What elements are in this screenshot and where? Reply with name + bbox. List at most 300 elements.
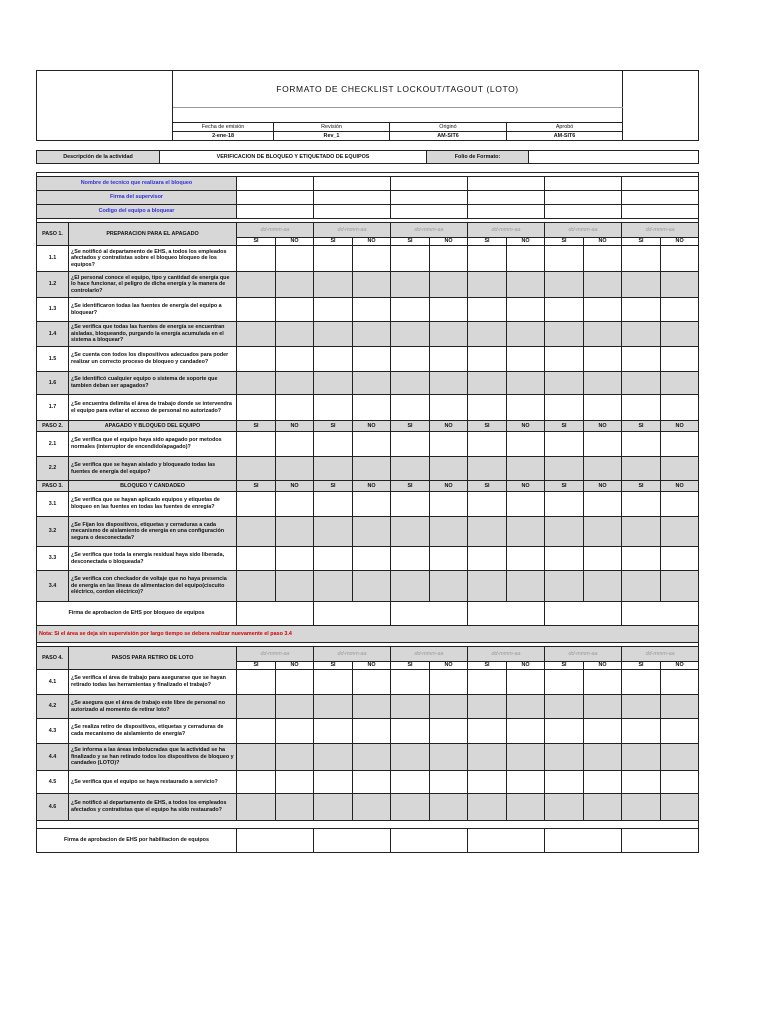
- signature-field[interactable]: [545, 602, 622, 626]
- check-cell[interactable]: [584, 517, 622, 547]
- check-cell[interactable]: [584, 457, 622, 481]
- signature-field[interactable]: [545, 829, 622, 853]
- check-cell[interactable]: [314, 670, 353, 695]
- check-cell[interactable]: [468, 670, 507, 695]
- check-cell[interactable]: [545, 298, 584, 322]
- check-cell[interactable]: [314, 547, 353, 571]
- check-cell[interactable]: [353, 457, 391, 481]
- date-field[interactable]: dd-mmm-aa: [237, 223, 314, 238]
- check-cell[interactable]: [314, 246, 353, 272]
- paso-label: PASO 3.: [37, 481, 69, 492]
- check-cell[interactable]: [468, 246, 507, 272]
- check-cell[interactable]: [391, 272, 430, 298]
- check-cell[interactable]: [468, 744, 507, 771]
- check-cell[interactable]: [353, 246, 391, 272]
- check-cell[interactable]: [391, 695, 430, 719]
- check-cell[interactable]: [353, 794, 391, 821]
- check-cell[interactable]: [622, 457, 661, 481]
- signature-field[interactable]: [314, 602, 391, 626]
- check-cell[interactable]: [468, 322, 507, 347]
- check-cell[interactable]: [237, 372, 276, 395]
- check-cell[interactable]: [276, 744, 314, 771]
- si-header: SI: [237, 481, 276, 492]
- check-cell[interactable]: [314, 571, 353, 602]
- check-cell[interactable]: [237, 571, 276, 602]
- check-cell[interactable]: [276, 272, 314, 298]
- si-header: SI: [468, 481, 507, 492]
- check-cell[interactable]: [237, 670, 276, 695]
- check-cell[interactable]: [276, 298, 314, 322]
- check-cell[interactable]: [622, 395, 661, 421]
- check-cell[interactable]: [391, 794, 430, 821]
- check-cell[interactable]: [276, 571, 314, 602]
- check-cell[interactable]: [276, 517, 314, 547]
- check-cell[interactable]: [661, 347, 699, 372]
- check-cell[interactable]: [430, 246, 468, 272]
- check-cell[interactable]: [430, 298, 468, 322]
- check-cell[interactable]: [391, 246, 430, 272]
- check-cell[interactable]: [661, 432, 699, 457]
- info-field[interactable]: [391, 205, 468, 219]
- check-cell[interactable]: [391, 457, 430, 481]
- check-cell[interactable]: [353, 547, 391, 571]
- check-cell[interactable]: [468, 571, 507, 602]
- check-cell[interactable]: [391, 395, 430, 421]
- check-cell[interactable]: [391, 372, 430, 395]
- check-cell[interactable]: [430, 719, 468, 744]
- check-cell[interactable]: [237, 547, 276, 571]
- check-cell[interactable]: [622, 771, 661, 794]
- info-field[interactable]: [314, 177, 391, 191]
- check-cell[interactable]: [507, 372, 545, 395]
- check-cell[interactable]: [622, 547, 661, 571]
- check-cell[interactable]: [622, 272, 661, 298]
- date-field[interactable]: dd-mmm-aa: [468, 647, 545, 662]
- check-cell[interactable]: [545, 492, 584, 517]
- check-cell[interactable]: [545, 432, 584, 457]
- info-field[interactable]: [468, 205, 545, 219]
- check-cell[interactable]: [661, 794, 699, 821]
- check-cell[interactable]: [276, 246, 314, 272]
- check-cell[interactable]: [237, 794, 276, 821]
- no-header: NO: [661, 662, 699, 670]
- check-cell[interactable]: [314, 298, 353, 322]
- paso-label: PASO 4.: [37, 647, 69, 670]
- check-cell[interactable]: [430, 272, 468, 298]
- si-header: SI: [622, 662, 661, 670]
- check-cell[interactable]: [353, 432, 391, 457]
- info-field[interactable]: [391, 191, 468, 205]
- check-cell[interactable]: [276, 395, 314, 421]
- check-cell[interactable]: [314, 457, 353, 481]
- check-cell[interactable]: [661, 744, 699, 771]
- check-cell[interactable]: [314, 517, 353, 547]
- check-cell[interactable]: [430, 372, 468, 395]
- check-cell[interactable]: [584, 794, 622, 821]
- check-cell[interactable]: [661, 670, 699, 695]
- check-cell[interactable]: [237, 395, 276, 421]
- check-cell[interactable]: [507, 395, 545, 421]
- check-cell[interactable]: [507, 517, 545, 547]
- check-cell[interactable]: [391, 492, 430, 517]
- check-cell[interactable]: [584, 322, 622, 347]
- item-number: 4.4: [37, 744, 69, 771]
- check-cell[interactable]: [584, 372, 622, 395]
- check-cell[interactable]: [353, 395, 391, 421]
- check-cell[interactable]: [584, 547, 622, 571]
- check-cell[interactable]: [507, 771, 545, 794]
- si-header: SI: [237, 662, 276, 670]
- check-cell[interactable]: [391, 517, 430, 547]
- check-cell[interactable]: [353, 571, 391, 602]
- check-cell[interactable]: [276, 719, 314, 744]
- check-cell[interactable]: [468, 771, 507, 794]
- check-cell[interactable]: [507, 246, 545, 272]
- check-cell[interactable]: [430, 571, 468, 602]
- check-cell[interactable]: [314, 794, 353, 821]
- date-field[interactable]: dd-mmm-aa: [314, 223, 391, 238]
- check-cell[interactable]: [468, 492, 507, 517]
- check-cell[interactable]: [276, 695, 314, 719]
- check-cell[interactable]: [584, 492, 622, 517]
- signature-field[interactable]: [468, 829, 545, 853]
- check-cell[interactable]: [430, 695, 468, 719]
- check-cell[interactable]: [237, 272, 276, 298]
- check-cell[interactable]: [468, 695, 507, 719]
- check-cell[interactable]: [314, 771, 353, 794]
- check-cell[interactable]: [622, 246, 661, 272]
- check-cell[interactable]: [584, 771, 622, 794]
- check-cell[interactable]: [584, 272, 622, 298]
- check-cell[interactable]: [468, 794, 507, 821]
- check-cell[interactable]: [661, 492, 699, 517]
- check-cell[interactable]: [237, 457, 276, 481]
- check-cell[interactable]: [622, 492, 661, 517]
- date-field[interactable]: dd-mmm-aa: [391, 647, 468, 662]
- check-cell[interactable]: [237, 695, 276, 719]
- check-cell[interactable]: [353, 744, 391, 771]
- si-header: SI: [391, 238, 430, 246]
- check-cell[interactable]: [507, 492, 545, 517]
- check-cell[interactable]: [545, 372, 584, 395]
- check-cell[interactable]: [661, 571, 699, 602]
- check-cell[interactable]: [622, 719, 661, 744]
- date-field[interactable]: dd-mmm-aa: [545, 223, 622, 238]
- check-cell[interactable]: [391, 719, 430, 744]
- item-question: ¿Se verifica el área de trabajo para asegurarse que se hayan retirado todas las herramientas y finalizado el trabajo?: [69, 670, 237, 695]
- signature-field[interactable]: [391, 829, 468, 853]
- check-cell[interactable]: [622, 744, 661, 771]
- check-cell[interactable]: [276, 322, 314, 347]
- check-cell[interactable]: [622, 322, 661, 347]
- signature-field[interactable]: [237, 602, 314, 626]
- folio-field[interactable]: [529, 151, 699, 164]
- check-cell[interactable]: [430, 395, 468, 421]
- check-cell[interactable]: [507, 670, 545, 695]
- no-header: NO: [507, 662, 545, 670]
- check-cell[interactable]: [430, 794, 468, 821]
- check-cell[interactable]: [507, 744, 545, 771]
- paso-label: PASO 2.: [37, 421, 69, 432]
- check-cell[interactable]: [314, 347, 353, 372]
- check-cell[interactable]: [430, 670, 468, 695]
- info-field[interactable]: [314, 191, 391, 205]
- signature-field[interactable]: [314, 829, 391, 853]
- no-header: NO: [276, 238, 314, 246]
- info-field[interactable]: [391, 177, 468, 191]
- date-field[interactable]: dd-mmm-aa: [545, 647, 622, 662]
- item-question: ¿Se verifica que todas las fuentes de energía se encuentran aisladas, bloqueando, purgando la energía acumulada en el sistema a bloquear?: [69, 322, 237, 347]
- check-cell[interactable]: [545, 246, 584, 272]
- check-cell[interactable]: [237, 298, 276, 322]
- si-header: SI: [545, 662, 584, 670]
- check-cell[interactable]: [314, 432, 353, 457]
- check-cell[interactable]: [276, 372, 314, 395]
- date-field[interactable]: dd-mmm-aa: [237, 647, 314, 662]
- check-cell[interactable]: [430, 547, 468, 571]
- checklist-sheet: [36, 70, 698, 853]
- check-cell[interactable]: [584, 670, 622, 695]
- check-cell[interactable]: [622, 695, 661, 719]
- check-cell[interactable]: [237, 322, 276, 347]
- check-cell[interactable]: [314, 719, 353, 744]
- check-cell[interactable]: [507, 432, 545, 457]
- check-cell[interactable]: [237, 517, 276, 547]
- check-cell[interactable]: [430, 492, 468, 517]
- activity-value[interactable]: VERIFICACION DE BLOQUEO Y ETIQUETADO DE EQUIPOS: [160, 151, 427, 164]
- check-cell[interactable]: [584, 298, 622, 322]
- check-cell[interactable]: [545, 771, 584, 794]
- check-cell[interactable]: [353, 298, 391, 322]
- item-number: 1.3: [37, 298, 69, 322]
- signature-field[interactable]: [237, 829, 314, 853]
- check-cell[interactable]: [353, 372, 391, 395]
- no-header: NO: [353, 238, 391, 246]
- check-cell[interactable]: [430, 517, 468, 547]
- check-cell[interactable]: [507, 571, 545, 602]
- check-cell[interactable]: [545, 517, 584, 547]
- check-cell[interactable]: [237, 492, 276, 517]
- check-cell[interactable]: [545, 670, 584, 695]
- check-cell[interactable]: [430, 322, 468, 347]
- check-cell[interactable]: [353, 670, 391, 695]
- info-field[interactable]: [545, 205, 622, 219]
- check-cell[interactable]: [314, 695, 353, 719]
- check-cell[interactable]: [507, 347, 545, 372]
- check-cell[interactable]: [468, 547, 507, 571]
- check-cell[interactable]: [391, 744, 430, 771]
- check-cell[interactable]: [661, 322, 699, 347]
- check-cell[interactable]: [661, 771, 699, 794]
- check-cell[interactable]: [507, 719, 545, 744]
- check-cell[interactable]: [661, 272, 699, 298]
- check-cell[interactable]: [237, 246, 276, 272]
- check-cell[interactable]: [507, 457, 545, 481]
- info-field[interactable]: [468, 177, 545, 191]
- check-cell[interactable]: [584, 744, 622, 771]
- check-cell[interactable]: [545, 794, 584, 821]
- check-cell[interactable]: [276, 432, 314, 457]
- check-cell[interactable]: [430, 347, 468, 372]
- check-cell[interactable]: [545, 322, 584, 347]
- signature-field[interactable]: [622, 602, 699, 626]
- check-cell[interactable]: [237, 719, 276, 744]
- check-cell[interactable]: [584, 246, 622, 272]
- check-cell[interactable]: [507, 794, 545, 821]
- check-cell[interactable]: [276, 347, 314, 372]
- check-cell[interactable]: [545, 719, 584, 744]
- info-field[interactable]: [237, 205, 314, 219]
- info-field[interactable]: [314, 205, 391, 219]
- check-cell[interactable]: [314, 744, 353, 771]
- check-cell[interactable]: [584, 432, 622, 457]
- check-cell[interactable]: [661, 372, 699, 395]
- check-cell[interactable]: [430, 432, 468, 457]
- check-cell[interactable]: [545, 272, 584, 298]
- date-field[interactable]: dd-mmm-aa: [314, 647, 391, 662]
- check-cell[interactable]: [507, 272, 545, 298]
- check-cell[interactable]: [353, 695, 391, 719]
- info-field[interactable]: [622, 205, 699, 219]
- check-cell[interactable]: [276, 794, 314, 821]
- item-number: 4.1: [37, 670, 69, 695]
- check-cell[interactable]: [353, 347, 391, 372]
- check-cell[interactable]: [391, 347, 430, 372]
- check-cell[interactable]: [622, 794, 661, 821]
- check-cell[interactable]: [237, 771, 276, 794]
- check-cell[interactable]: [430, 771, 468, 794]
- date-field[interactable]: dd-mmm-aa: [622, 647, 699, 662]
- check-cell[interactable]: [353, 492, 391, 517]
- check-cell[interactable]: [622, 670, 661, 695]
- check-cell[interactable]: [622, 372, 661, 395]
- signature-field[interactable]: [391, 602, 468, 626]
- check-cell[interactable]: [507, 547, 545, 571]
- check-cell[interactable]: [276, 457, 314, 481]
- info-field[interactable]: [622, 191, 699, 205]
- check-cell[interactable]: [468, 457, 507, 481]
- si-header: SI: [391, 481, 430, 492]
- check-cell[interactable]: [430, 744, 468, 771]
- date-field[interactable]: dd-mmm-aa: [468, 223, 545, 238]
- si-header: SI: [545, 481, 584, 492]
- check-cell[interactable]: [468, 272, 507, 298]
- check-cell[interactable]: [237, 347, 276, 372]
- check-cell[interactable]: [468, 719, 507, 744]
- info-field[interactable]: [468, 191, 545, 205]
- check-cell[interactable]: [622, 347, 661, 372]
- check-cell[interactable]: [391, 432, 430, 457]
- check-cell[interactable]: [545, 547, 584, 571]
- check-cell[interactable]: [468, 395, 507, 421]
- check-cell[interactable]: [507, 322, 545, 347]
- check-cell[interactable]: [314, 372, 353, 395]
- check-cell[interactable]: [237, 432, 276, 457]
- check-cell[interactable]: [584, 719, 622, 744]
- item-question: ¿Se verifica que se hayan aplicado equipos y etiquetas de bloqueo en las fuentes en todas las fuentes de enregía?: [69, 492, 237, 517]
- signature-field[interactable]: [622, 829, 699, 853]
- check-cell[interactable]: [661, 695, 699, 719]
- check-cell[interactable]: [314, 272, 353, 298]
- info-field[interactable]: [237, 191, 314, 205]
- check-cell[interactable]: [353, 322, 391, 347]
- check-cell[interactable]: [430, 457, 468, 481]
- check-cell[interactable]: [661, 395, 699, 421]
- check-cell[interactable]: [622, 298, 661, 322]
- check-cell[interactable]: [468, 347, 507, 372]
- check-cell[interactable]: [584, 395, 622, 421]
- check-cell[interactable]: [391, 298, 430, 322]
- check-cell[interactable]: [545, 395, 584, 421]
- check-cell[interactable]: [314, 395, 353, 421]
- item-number: 1.2: [37, 272, 69, 298]
- check-cell[interactable]: [353, 517, 391, 547]
- check-cell[interactable]: [391, 322, 430, 347]
- check-cell[interactable]: [661, 246, 699, 272]
- check-cell[interactable]: [314, 492, 353, 517]
- check-cell[interactable]: [353, 719, 391, 744]
- check-cell[interactable]: [353, 272, 391, 298]
- check-cell[interactable]: [391, 771, 430, 794]
- section-title: BLOQUEO Y CANDADEO: [69, 481, 237, 492]
- date-field[interactable]: dd-mmm-aa: [391, 223, 468, 238]
- info-field[interactable]: [545, 177, 622, 191]
- check-cell[interactable]: [661, 517, 699, 547]
- check-cell[interactable]: [507, 298, 545, 322]
- check-cell[interactable]: [584, 695, 622, 719]
- check-cell[interactable]: [468, 372, 507, 395]
- check-cell[interactable]: [661, 298, 699, 322]
- check-cell[interactable]: [353, 771, 391, 794]
- check-cell[interactable]: [622, 517, 661, 547]
- item-number: 4.2: [37, 695, 69, 719]
- check-cell[interactable]: [622, 571, 661, 602]
- check-cell[interactable]: [237, 744, 276, 771]
- check-cell[interactable]: [545, 347, 584, 372]
- check-cell[interactable]: [545, 744, 584, 771]
- check-cell[interactable]: [276, 771, 314, 794]
- check-cell[interactable]: [391, 571, 430, 602]
- meta-value: AM-SIT6: [390, 132, 507, 141]
- check-cell[interactable]: [391, 670, 430, 695]
- check-cell[interactable]: [276, 547, 314, 571]
- check-cell[interactable]: [468, 432, 507, 457]
- check-cell[interactable]: [314, 322, 353, 347]
- check-cell[interactable]: [276, 492, 314, 517]
- signature-field[interactable]: [468, 602, 545, 626]
- no-header: NO: [661, 481, 699, 492]
- check-cell[interactable]: [468, 298, 507, 322]
- check-cell[interactable]: [545, 457, 584, 481]
- check-cell[interactable]: [545, 571, 584, 602]
- info-field[interactable]: [622, 177, 699, 191]
- info-field[interactable]: [545, 191, 622, 205]
- check-cell[interactable]: [584, 571, 622, 602]
- item-number: 2.1: [37, 432, 69, 457]
- check-cell[interactable]: [468, 517, 507, 547]
- info-field[interactable]: [237, 177, 314, 191]
- check-cell[interactable]: [622, 432, 661, 457]
- check-cell[interactable]: [276, 670, 314, 695]
- check-cell[interactable]: [545, 695, 584, 719]
- check-cell[interactable]: [507, 695, 545, 719]
- check-cell[interactable]: [584, 347, 622, 372]
- check-cell[interactable]: [661, 547, 699, 571]
- date-field[interactable]: dd-mmm-aa: [622, 223, 699, 238]
- check-cell[interactable]: [391, 547, 430, 571]
- check-cell[interactable]: [661, 719, 699, 744]
- check-cell[interactable]: [661, 457, 699, 481]
